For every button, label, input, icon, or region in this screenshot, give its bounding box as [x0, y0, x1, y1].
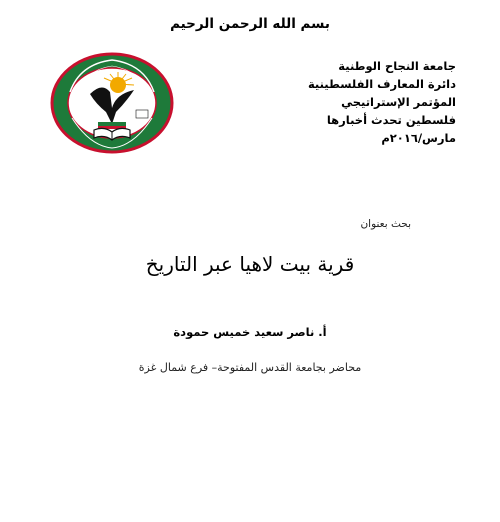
- conference-theme: فلسطين تحدث أخبارها: [326, 113, 456, 127]
- encyclopedia-dept: دائرة المعارف الفلسطينية: [307, 77, 456, 91]
- intro-label: بحث بعنوان: [360, 218, 411, 230]
- conference-date: مارس/٢٠١٦م: [381, 131, 456, 145]
- an-najah-university-seal-icon: [50, 52, 174, 154]
- conference-name: المؤتمر الإستراتيجي: [341, 95, 456, 109]
- institution-block: [276, 57, 456, 147]
- document-title: قرية بيت لاهيا عبر التاريخ: [145, 252, 355, 276]
- university-name: جامعة النجاح الوطنية: [338, 59, 456, 73]
- author-affiliation: محاضر بجامعة القدس المفتوحة– فرع شمال غزة: [138, 361, 362, 374]
- author-name: أ. ناصر سعيد خميس حمودة: [173, 325, 327, 339]
- basmala-heading: بسم الله الرحمن الرحيم: [170, 16, 330, 32]
